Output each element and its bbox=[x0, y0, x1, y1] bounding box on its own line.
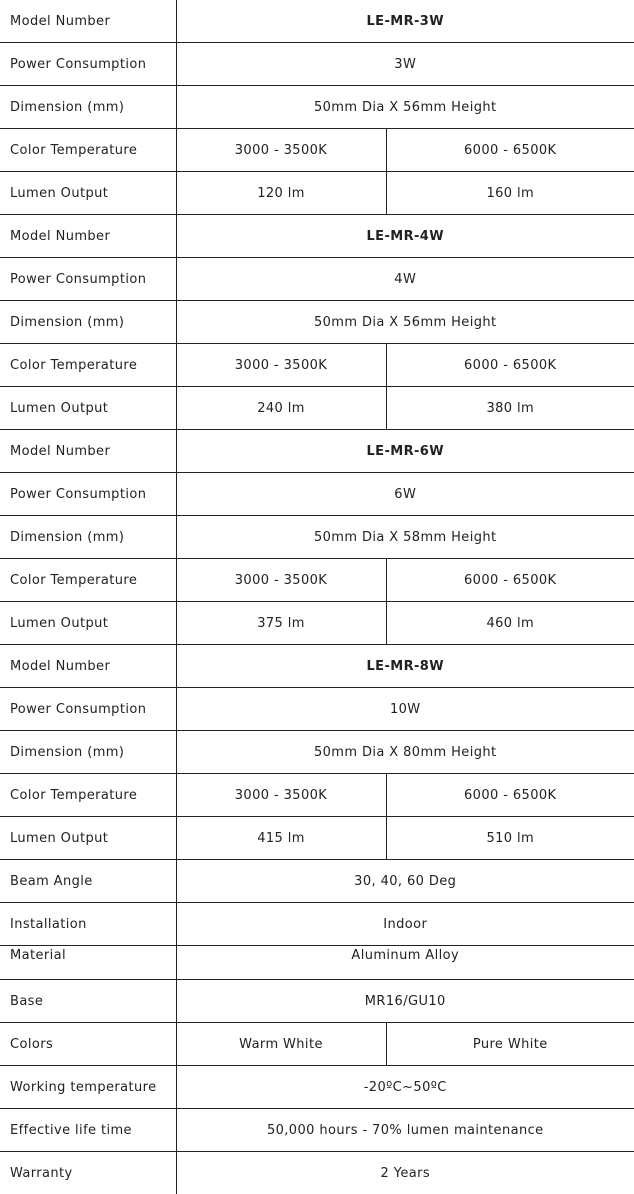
model-number-value: LE-MR-4W bbox=[176, 215, 634, 258]
spec-label: Warranty bbox=[0, 1152, 176, 1194]
spec-label: Working temperature bbox=[0, 1066, 176, 1109]
spec-value: 50mm Dia X 80mm Height bbox=[176, 731, 634, 774]
spec-row bbox=[0, 1152, 634, 1194]
spec-label: Color Temperature bbox=[0, 559, 176, 602]
spec-label: Dimension (mm) bbox=[0, 86, 176, 129]
spec-value: 2 Years bbox=[176, 1152, 634, 1194]
spec-value: Indoor bbox=[176, 903, 634, 946]
spec-value: 50mm Dia X 56mm Height bbox=[176, 86, 634, 129]
spec-label: Dimension (mm) bbox=[0, 301, 176, 344]
spec-row bbox=[0, 344, 634, 387]
spec-label: Color Temperature bbox=[0, 344, 176, 387]
spec-label: Model Number bbox=[0, 215, 176, 258]
spec-row bbox=[0, 774, 634, 817]
spec-label: Model Number bbox=[0, 430, 176, 473]
spec-value-left: 3000 - 3500K bbox=[176, 774, 386, 817]
spec-label: Lumen Output bbox=[0, 602, 176, 645]
spec-label: Model Number bbox=[0, 645, 176, 688]
spec-label: Dimension (mm) bbox=[0, 731, 176, 774]
spec-row bbox=[0, 980, 634, 1023]
spec-value-right: 6000 - 6500K bbox=[386, 774, 634, 817]
spec-row bbox=[0, 301, 634, 344]
spec-value: 10W bbox=[176, 688, 634, 731]
spec-row bbox=[0, 516, 634, 559]
spec-value-left: 3000 - 3500K bbox=[176, 129, 386, 172]
spec-row bbox=[0, 946, 634, 980]
spec-value-right: 380 lm bbox=[386, 387, 634, 430]
spec-value-left: 240 lm bbox=[176, 387, 386, 430]
spec-value: 4W bbox=[176, 258, 634, 301]
spec-row bbox=[0, 602, 634, 645]
spec-row bbox=[0, 215, 634, 258]
spec-row bbox=[0, 731, 634, 774]
spec-row bbox=[0, 430, 634, 473]
spec-label: Installation bbox=[0, 903, 176, 946]
spec-label: Effective life time bbox=[0, 1109, 176, 1152]
spec-row bbox=[0, 817, 634, 860]
spec-value: -20ºC~50ºC bbox=[176, 1066, 634, 1109]
spec-value-left: Warm White bbox=[176, 1023, 386, 1066]
spec-row bbox=[0, 1023, 634, 1066]
spec-label: Model Number bbox=[0, 0, 176, 43]
spec-value-right: Pure White bbox=[386, 1023, 634, 1066]
spec-label: Colors bbox=[0, 1023, 176, 1066]
spec-row bbox=[0, 688, 634, 731]
spec-row bbox=[0, 903, 634, 946]
spec-value: 30, 40, 60 Deg bbox=[176, 860, 634, 903]
spec-row bbox=[0, 86, 634, 129]
spec-row bbox=[0, 1109, 634, 1152]
spec-row bbox=[0, 1066, 634, 1109]
spec-row bbox=[0, 0, 634, 43]
spec-value: 50mm Dia X 58mm Height bbox=[176, 516, 634, 559]
spec-label: Power Consumption bbox=[0, 688, 176, 731]
spec-label: Lumen Output bbox=[0, 387, 176, 430]
spec-value-left: 3000 - 3500K bbox=[176, 559, 386, 602]
spec-label: Lumen Output bbox=[0, 172, 176, 215]
spec-label: Base bbox=[0, 980, 176, 1023]
spec-value: 50mm Dia X 56mm Height bbox=[176, 301, 634, 344]
spec-row bbox=[0, 559, 634, 602]
spec-label: Lumen Output bbox=[0, 817, 176, 860]
spec-label: Color Temperature bbox=[0, 129, 176, 172]
spec-row bbox=[0, 172, 634, 215]
model-number-value: LE-MR-6W bbox=[176, 430, 634, 473]
model-number-value: LE-MR-8W bbox=[176, 645, 634, 688]
spec-label: Power Consumption bbox=[0, 258, 176, 301]
spec-row bbox=[0, 43, 634, 86]
spec-row bbox=[0, 129, 634, 172]
spec-label: Power Consumption bbox=[0, 43, 176, 86]
spec-value-left: 120 lm bbox=[176, 172, 386, 215]
spec-value-left: 375 lm bbox=[176, 602, 386, 645]
spec-value-right: 6000 - 6500K bbox=[386, 559, 634, 602]
spec-row bbox=[0, 387, 634, 430]
spec-value-right: 160 lm bbox=[386, 172, 634, 215]
model-number-value: LE-MR-3W bbox=[176, 0, 634, 43]
spec-value: 3W bbox=[176, 43, 634, 86]
spec-row bbox=[0, 258, 634, 301]
spec-value: MR16/GU10 bbox=[176, 980, 634, 1023]
spec-value: Aluminum Alloy bbox=[176, 946, 634, 980]
spec-row bbox=[0, 473, 634, 516]
spec-value-right: 510 lm bbox=[386, 817, 634, 860]
spec-label: Beam Angle bbox=[0, 860, 176, 903]
spec-value-right: 6000 - 6500K bbox=[386, 344, 634, 387]
spec-value-left: 415 lm bbox=[176, 817, 386, 860]
spec-label: Color Temperature bbox=[0, 774, 176, 817]
spec-label: Dimension (mm) bbox=[0, 516, 176, 559]
spec-row bbox=[0, 645, 634, 688]
spec-value-right: 6000 - 6500K bbox=[386, 129, 634, 172]
spec-label: Material bbox=[0, 946, 176, 980]
spec-label: Power Consumption bbox=[0, 473, 176, 516]
spec-value-left: 3000 - 3500K bbox=[176, 344, 386, 387]
spec-value-right: 460 lm bbox=[386, 602, 634, 645]
spec-row bbox=[0, 860, 634, 903]
spec-value: 6W bbox=[176, 473, 634, 516]
spec-value: 50,000 hours - 70% lumen maintenance bbox=[176, 1109, 634, 1152]
